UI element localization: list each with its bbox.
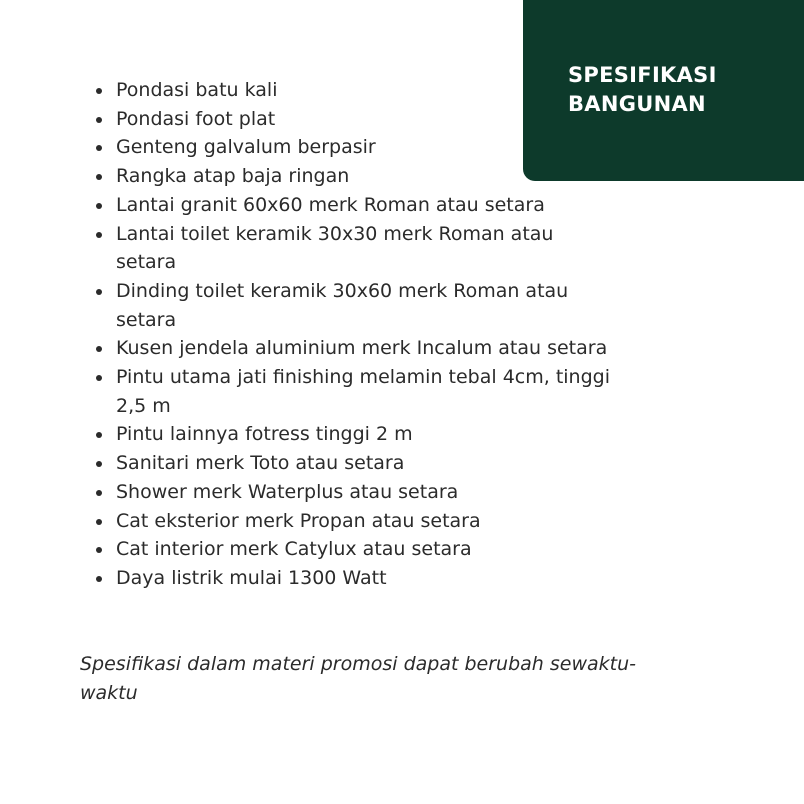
spec-item bbox=[96, 133, 616, 162]
spec-item bbox=[96, 564, 616, 593]
bullet-icon bbox=[96, 88, 102, 94]
spec-item bbox=[96, 76, 616, 105]
bullet-icon bbox=[96, 145, 102, 151]
spec-item bbox=[96, 507, 616, 536]
bullet-icon bbox=[96, 174, 102, 180]
bullet-icon bbox=[96, 203, 102, 209]
spec-item bbox=[96, 420, 616, 449]
spec-item-text: Shower merk Waterplus atau setara bbox=[116, 480, 459, 503]
spec-item-text: Lantai toilet keramik 30x30 merk Roman atau setara bbox=[116, 222, 554, 274]
section-title-line-2: BANGUNAN bbox=[568, 92, 706, 116]
spec-item-text: Lantai granit 60x60 merk Roman atau setara bbox=[116, 193, 545, 216]
spec-item-text: Cat interior merk Catylux atau setara bbox=[116, 538, 472, 561]
bullet-icon bbox=[96, 432, 102, 438]
spec-item-text: Pintu utama jati finishing melamin tebal 4cm, tinggi 2,5 m bbox=[116, 366, 610, 417]
spec-item-text: Kusen jendela aluminium merk Incalum atau setara bbox=[116, 337, 608, 360]
bullet-icon bbox=[96, 232, 102, 238]
bullet-icon bbox=[96, 117, 102, 123]
spec-item-text: Dinding toilet keramik 30x60 merk Roman atau setara bbox=[116, 279, 569, 331]
spec-item-text: Genteng galvalum berpasir bbox=[116, 136, 376, 159]
spec-item bbox=[96, 105, 616, 134]
spec-item-text: Rangka atap baja ringan bbox=[116, 165, 350, 188]
bullet-icon bbox=[96, 375, 102, 381]
bullet-icon bbox=[96, 547, 102, 553]
spec-item bbox=[96, 478, 616, 507]
spec-item-text: Cat eksterior merk Propan atau setara bbox=[116, 509, 481, 532]
bullet-icon bbox=[96, 490, 102, 496]
bullet-icon bbox=[96, 289, 102, 295]
bullet-icon bbox=[96, 576, 102, 582]
section-title-line-1: SPESIFIKASI bbox=[568, 63, 717, 87]
disclaimer-note: Spesifikasi dalam materi promosi dapat berubah sewaktu-waktu bbox=[80, 653, 636, 704]
spec-item bbox=[96, 220, 616, 277]
spec-item-text: Pintu lainnya fotress tinggi 2 m bbox=[116, 423, 413, 446]
spec-item bbox=[96, 449, 616, 478]
spec-item bbox=[96, 535, 616, 564]
spec-item-text: Pondasi batu kali bbox=[116, 79, 278, 101]
spec-list bbox=[96, 76, 616, 593]
bullet-icon bbox=[96, 346, 102, 352]
bullet-icon bbox=[96, 519, 102, 525]
bullet-icon bbox=[96, 461, 102, 467]
spec-item bbox=[96, 363, 616, 420]
spec-item bbox=[96, 191, 616, 220]
spec-item bbox=[96, 277, 616, 334]
spec-item-text: Sanitari merk Toto atau setara bbox=[116, 452, 405, 475]
spec-item bbox=[96, 162, 616, 191]
spec-item-text: Daya listrik mulai 1300 Watt bbox=[116, 566, 387, 589]
spec-item bbox=[96, 334, 616, 363]
spec-item-text: Pondasi foot plat bbox=[116, 107, 276, 130]
